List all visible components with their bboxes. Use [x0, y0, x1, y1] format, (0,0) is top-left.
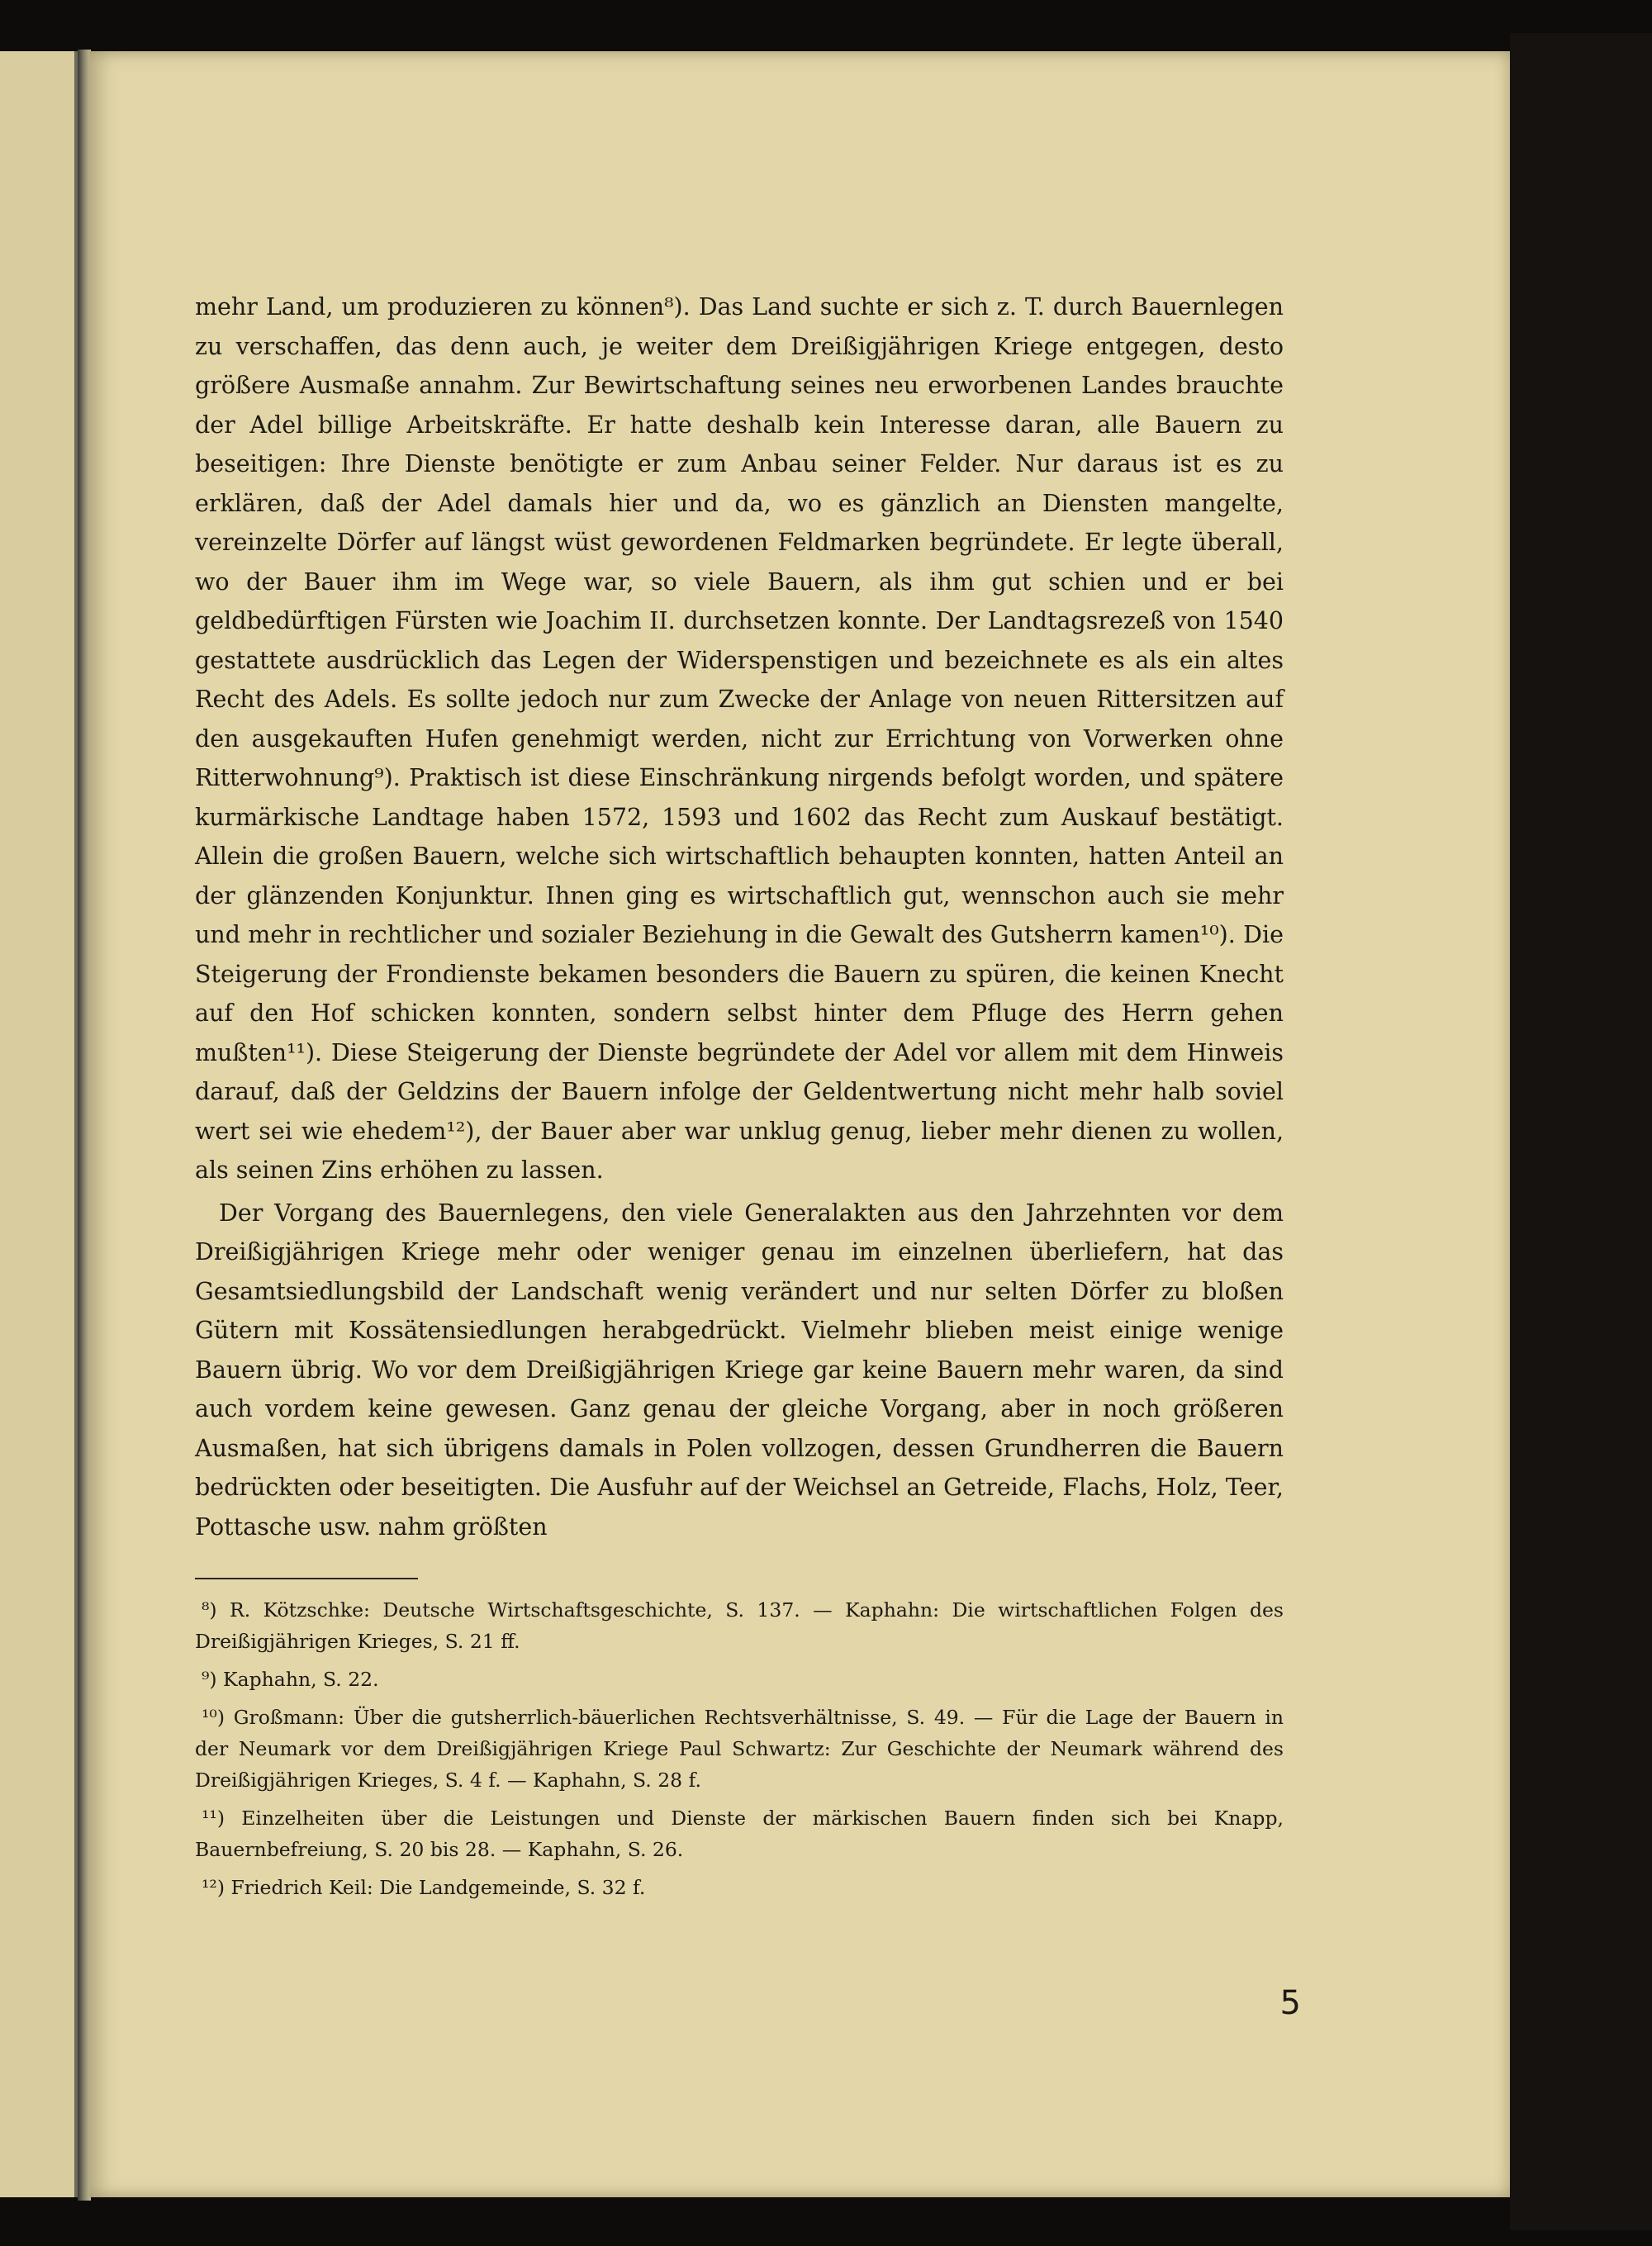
footnote-11: ¹¹) Einzelheiten über die Leistungen und Dienste der märkischen Bauern finden sich bei Knapp, Bauernbefreiung, S. 20 bis 28. — Kaphahn, S. 26.	[195, 1807, 1284, 1861]
footnote-12: ¹²) Friedrich Keil: Die Landgemeinde, S. 32 f.	[202, 1876, 646, 1899]
footnote-10: ¹⁰) Großmann: Über die gutsherrlich-bäuerlichen Rechtsverhältnisse, S. 49. — Für die Lage der Bauern in der Neumark vor dem Dreißigjährigen Kriege Paul Schwartz: Zur Geschichte der Neumark während des Dreißigjährigen Krieges, S. 4 f. — Kaphahn, S. 28 f.	[195, 1706, 1284, 1792]
footnote-8: ⁸) R. Kötzschke: Deutsche Wirtschaftsgeschichte, S. 137. — Kaphahn: Die wirtschaftlichen Folgen des Dreißigjährigen Krieges, S. 21 ff.	[195, 1598, 1284, 1653]
main-text	[195, 287, 1284, 1546]
paragraph-1: mehr Land, um produzieren zu können⁸). Das Land suchte er sich z. T. durch Bauernlegen zu verschaffen, das denn auch, je weiter dem Dreißigjährigen Kriege entgegen, desto größere Ausmaße annahm. Zur Bewirtschaftung seines neu erworbenen Landes brauchte der Adel billige Arbeitskräfte. Er hatte deshalb kein Interesse daran, alle Bauern zu beseitigen: Ihre Dienste benötigte er zum Anbau seiner Felder. Nur daraus ist es zu erklären, daß der Adel damals hier und da, wo es gänzlich an Diensten mangelte, vereinzelte Dörfer auf längst wüst gewordenen Feldmarken begründete. Er legte überall, wo der Bauer ihm im Wege war, so viele Bauern, als ihm gut schien und er bei geldbedürftigen Fürsten wie Joachim II. durchsetzen konnte. Der Landtagsrezeß von 1540 gestattete ausdrücklich das Legen der Widerspenstigen und bezeichnete es als ein altes Recht des Adels. Es sollte jedoch nur zum Zwecke der Anlage von neuen Rittersitzen auf den ausgekauften Hufen genehmigt werden, nicht zur Errichtung von Vorwerken ohne Ritterwohnung⁹). Praktisch ist diese Einschränkung nirgends befolgt worden, und spätere kurmärkische Landtage haben 1572, 1593 und 1602 das Recht zum Auskauf bestätigt. Allein die großen Bauern, welche sich wirtschaftlich behaupten konnten, hatten Anteil an der glänzenden Konjunktur. Ihnen ging es wirtschaftlich gut, wennschon auch sie mehr und mehr in rechtlicher und sozialer Beziehung in die Gewalt des Gutsherrn kamen¹⁰). Die Steigerung der Frondienste bekamen besonders die Bauern zu spüren, die keinen Knecht auf den Hof schicken konnten, sondern selbst hinter dem Pfluge des Herrn gehen mußten¹¹). Diese Steigerung der Dienste begründete der Adel vor allem mit dem Hinweis darauf, daß der Geldzins der Bauern infolge der Geldentwertung nicht mehr halb soviel wert sei wie ehedem¹²), der Bauer aber war unklug genug, lieber mehr dienen zu wollen, als seinen Zins erhöhen zu lassen.	[195, 293, 1284, 1184]
page-number: 5	[1279, 1984, 1301, 2022]
left-page-edge	[0, 51, 78, 2197]
footnote-separator	[195, 1578, 418, 1579]
book-cover-edge	[1510, 33, 1652, 2230]
paragraph-2: Der Vorgang des Bauernlegens, den viele Generalakten aus den Jahrzehnten vor dem Dreißigjährigen Kriege mehr oder weniger genau im einzelnen überliefern, hat das Gesamtsiedlungsbild der Landschaft wenig verändert und nur selten Dörfer zu bloßen Gütern mit Kossätensiedlungen herabgedrückt. Vielmehr blieben meist einige wenige Bauern übrig. Wo vor dem Dreißigjährigen Kriege gar keine Bauern mehr waren, da sind auch vordem keine gewesen. Ganz genau der gleiche Vorgang, aber in noch größeren Ausmaßen, hat sich übrigens damals in Polen vollzogen, dessen Grundherren die Bauern bedrückten oder beseitigten. Die Ausfuhr auf der Weichsel an Getreide, Flachs, Holz, Teer, Pottasche usw. nahm größten	[195, 1199, 1284, 1541]
footnotes	[195, 1594, 1284, 1910]
footnote-9: ⁹) Kaphahn, S. 22.	[202, 1668, 379, 1691]
